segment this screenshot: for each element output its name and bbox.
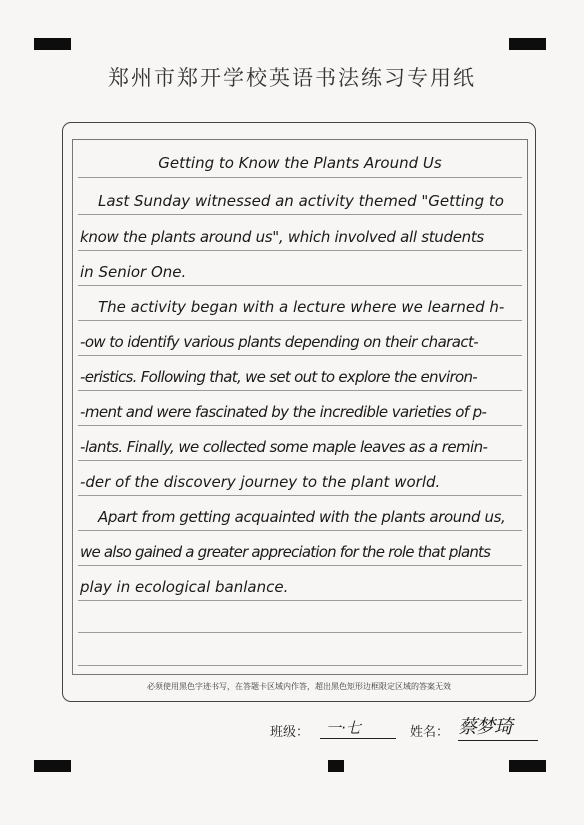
alignment-mark-bottom-left [34, 760, 71, 772]
essay-line: Apart from getting acquainted with the plants around us, [98, 508, 506, 526]
essay-line: -ow to identify various plants depending on their charact- [80, 333, 479, 351]
alignment-mark-bottom-right [509, 760, 546, 772]
sheet-title: 郑州市郑开学校英语书法练习专用纸 [108, 66, 476, 90]
essay-line: know the plants around us", which involved all students [80, 228, 484, 246]
essay-line: play in ecological banlance. [80, 578, 289, 596]
name-signature: 蔡梦琦 [458, 712, 538, 741]
essay-line: The activity began with a lecture where we learned h- [98, 298, 505, 316]
essay-line: Last Sunday witnessed an activity themed "Getting to [98, 192, 504, 210]
ruled-line [78, 632, 522, 633]
alignment-mark-top-right [509, 38, 546, 50]
essay-line: -ment and were fascinated by the incredible varieties of p- [80, 403, 487, 421]
alignment-mark-top-left [34, 38, 71, 50]
name-label: 姓名： [410, 725, 450, 740]
essay-line: -lants. Finally, we collected some maple leaves as a remin- [80, 438, 488, 456]
essay-title: Getting to Know the Plants Around Us [158, 154, 442, 172]
instruction-note: 必须使用黑色字迹书写，在答题卡区域内作答，超出黑色矩形边框限定区域的答案无效 [147, 682, 451, 691]
essay-line: we also gained a greater appreciation for the role that plants [80, 543, 491, 561]
class-label: 班级： [270, 725, 310, 740]
class-value: 一·七 [320, 717, 396, 739]
ruled-line [78, 665, 522, 666]
essay-line: -der of the discovery journey to the plant world. [80, 473, 441, 491]
alignment-mark-bottom-center [328, 760, 344, 772]
essay-line: in Senior One. [80, 263, 187, 281]
essay-line: -eristics. Following that, we set out to explore the environ- [80, 368, 477, 386]
